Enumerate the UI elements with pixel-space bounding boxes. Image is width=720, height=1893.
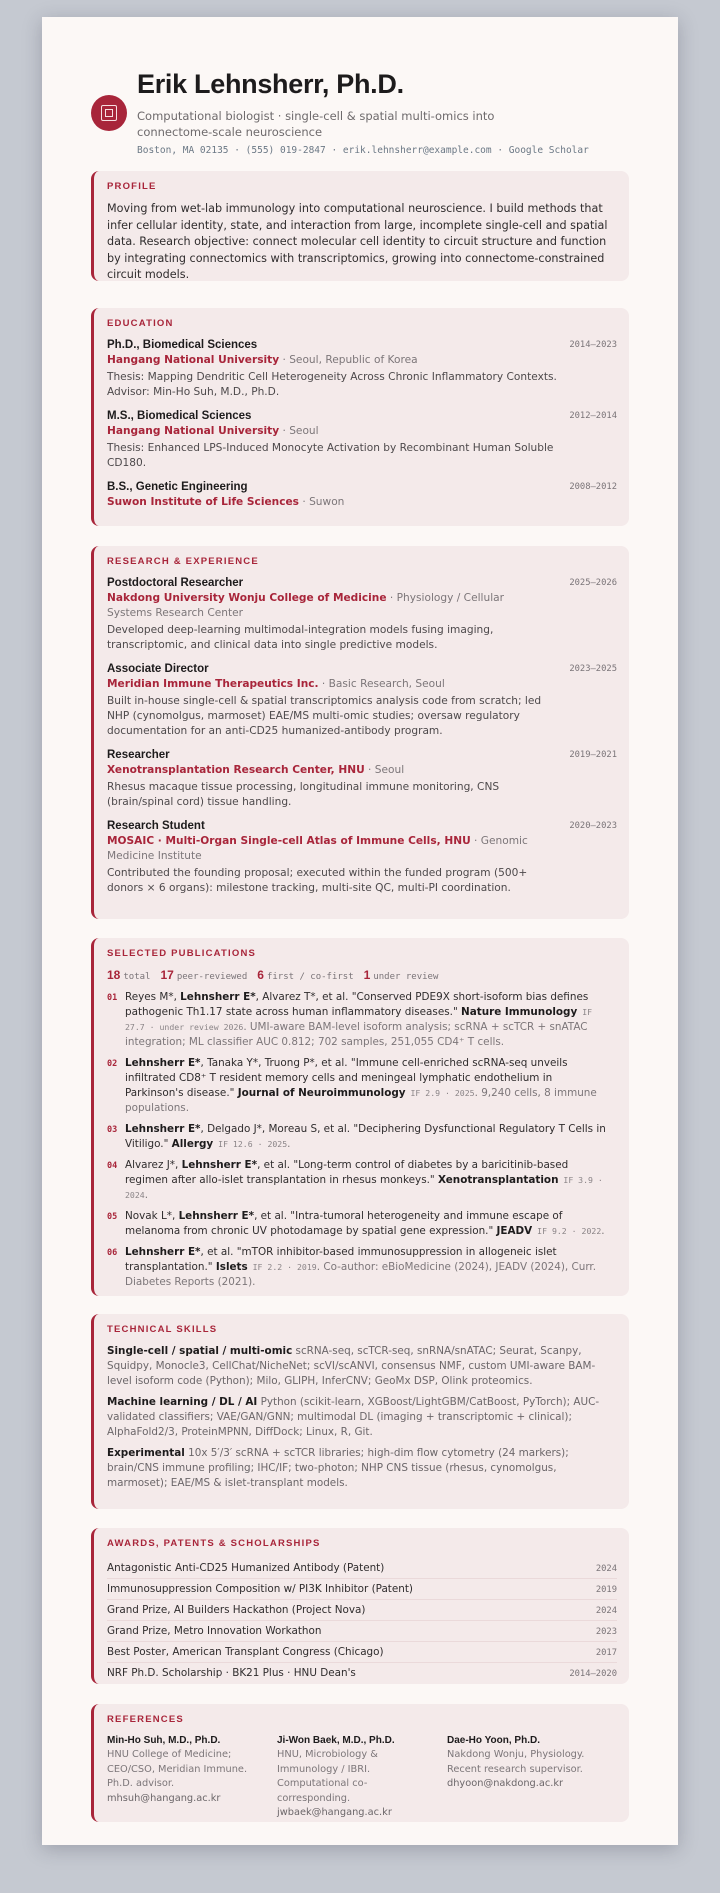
- stat-group: [257, 968, 354, 982]
- impact-and-year: IF 3.9 · 2024: [125, 1175, 603, 1200]
- organization-name: Nakdong University Wonju College of Medicine: [107, 592, 387, 604]
- publication-item: [107, 1056, 617, 1116]
- award-label: Grand Prize, AI Builders Hackathon (Project Nova): [107, 1604, 366, 1616]
- award-row: [107, 1558, 617, 1579]
- education-entry: [107, 480, 617, 510]
- institution-name: Hangang National University: [107, 425, 280, 437]
- reference-email: jwbaek@hangang.ac.kr: [277, 1807, 392, 1818]
- thesis-text: Thesis: Mapping Dendritic Cell Heterogeneity Across Chronic Inflammatory Contexts. Advisor: Min-Ho Suh, M.D., Ph.D.: [107, 371, 557, 398]
- reference-name: Min-Ho Suh, M.D., Ph.D.: [107, 1735, 221, 1746]
- publication-number: 04: [107, 1161, 118, 1171]
- reference-name: Ji-Won Baek, M.D., Ph.D.: [277, 1735, 395, 1746]
- award-label: Immunosuppression Composition w/ PI3K Inhibitor (Patent): [107, 1583, 413, 1595]
- stat-group: [160, 968, 248, 982]
- resume-page: [42, 17, 678, 1845]
- experience-entry: [107, 748, 617, 810]
- date-range: 2014–2023: [569, 340, 617, 350]
- degree-title: Ph.D., Biomedical Sciences: [107, 339, 258, 351]
- publication-number: 05: [107, 1212, 118, 1222]
- award-row: [107, 1600, 617, 1621]
- stat-label: peer-reviewed: [176, 972, 248, 982]
- organization-line: [107, 834, 617, 864]
- reference-card: [277, 1734, 447, 1821]
- publication-note: .: [287, 1138, 291, 1150]
- institution-name: Suwon Institute of Life Sciences: [107, 496, 299, 508]
- awards-section: [91, 1528, 629, 1684]
- journal-name: JEADV: [496, 1225, 533, 1237]
- impact-and-year: IF 9.2 · 2022: [532, 1226, 602, 1236]
- award-row: [107, 1621, 617, 1642]
- stat-count: 18: [107, 968, 121, 982]
- organization-line: [107, 763, 617, 778]
- impact-and-year: IF 2.9 · 2025: [405, 1088, 475, 1098]
- award-year: 2024: [595, 1606, 617, 1616]
- stat-count: 1: [363, 968, 371, 982]
- publication-item: [107, 1209, 617, 1239]
- section-title: AWARDS, PATENTS & SCHOLARSHIPS: [107, 1538, 321, 1549]
- stat-count: 6: [257, 968, 264, 982]
- impact-and-year: IF 12.6 · 2025: [213, 1139, 288, 1149]
- institution-name: Hangang National University: [107, 354, 280, 366]
- organization-line: [107, 677, 617, 692]
- author-self: Lehnsherr E*: [125, 1246, 201, 1258]
- impact-and-year: IF 27.7 · under review 2026: [125, 1007, 593, 1032]
- skill-category: Experimental: [107, 1447, 185, 1459]
- organization-unit: · Seoul: [364, 764, 405, 776]
- citation-body: , et al. "Long-term control of diabetes by a baricitinib-based regimen after allo-islet transplantation in rhesus monkeys.": [125, 1159, 569, 1186]
- section-title: TECHNICAL SKILLS: [107, 1324, 218, 1335]
- section-title: REFERENCES: [107, 1714, 184, 1725]
- organization-line: [107, 591, 617, 621]
- tagline: Computational biologist · single-cell & spatial multi-omics into connectome-scale neuroscience: [137, 109, 495, 139]
- experience-entry: [107, 819, 617, 896]
- reference-card: [447, 1734, 617, 1821]
- stat-group: [107, 968, 151, 982]
- impact-and-year: IF 2.2 · 2019: [247, 1262, 317, 1272]
- publication-stats: [107, 968, 617, 982]
- publication-number: 06: [107, 1248, 118, 1258]
- profile-text: Moving from wet-lab immunology into computational neuroscience. I build methods that infer cellular identity, state, and interaction from large, incomplete single-cell and spatial data. Research objective: connect molecular cell identity to circuit structure and function by integrating connectomics with transcriptomics, growing into connectome-constrained circuit models.: [107, 202, 608, 281]
- author-self: Lehnsherr E*: [125, 1057, 201, 1069]
- skills-section: [91, 1314, 629, 1509]
- person-name: Erik Lehnsherr, Ph.D.: [137, 69, 404, 99]
- organization-name: Xenotransplantation Research Center, HNU: [107, 764, 365, 776]
- skill-category: Single-cell / spatial / multi-omic: [107, 1345, 293, 1357]
- organization-unit: · Physiology / Cellular Systems Research Center: [107, 592, 504, 619]
- date-range: 2025–2026: [569, 578, 617, 588]
- coauthors-before: Reyes M*,: [125, 991, 181, 1003]
- institution-location: · Suwon: [298, 496, 345, 508]
- role-title: Researcher: [107, 749, 170, 761]
- section-title: PROFILE: [107, 181, 157, 192]
- publications-section: [91, 938, 629, 1296]
- date-range: 2019–2021: [569, 750, 617, 760]
- citation-body: , Delgado J*, Moreau S, et al. "Deciphering Dysfunctional Regulatory T Cells in Vitiligo.": [125, 1123, 606, 1150]
- role-description: Developed deep-learning multimodal-integration models fusing imaging, transcriptomic, and clinical data into single predictive models.: [107, 624, 494, 651]
- author-self: Lehnsherr E*: [178, 1210, 255, 1222]
- citation-body: , Tanaka Y*, Truong P*, et al. "Immune cell-enriched scRNA-seq unveils infiltrated CD8⁺ T resident memory cells and meningeal lymphatic endothelium in Parkinson's disease.": [125, 1057, 568, 1099]
- role-title: Associate Director: [107, 663, 209, 675]
- skill-group: [107, 1446, 617, 1491]
- profile-section: [91, 171, 629, 281]
- reference-name: Dae-Ho Yoon, Ph.D.: [447, 1735, 540, 1746]
- skill-group: [107, 1344, 617, 1389]
- organization-name: MOSAIC · Multi-Organ Single-cell Atlas of Immune Cells, HNU: [107, 835, 471, 847]
- coauthors-before: Novak L*,: [125, 1210, 179, 1222]
- monogram-logo-icon: [91, 95, 127, 131]
- institution-location: · Seoul, Republic of Korea: [279, 354, 418, 366]
- journal-name: Xenotransplantation: [438, 1174, 559, 1186]
- references-section: [91, 1704, 629, 1822]
- role-title: Research Student: [107, 820, 205, 832]
- publication-number: 01: [107, 993, 118, 1003]
- education-section: [91, 308, 629, 526]
- skill-list-text: scRNA-seq, scTCR-seq, snRNA/snATAC; Seurat, Scanpy, Squidpy, Monocle3, CellChat/NicheNet; scVI/scANVI, consensus NMF, custom UMI-aware BAM-level isoform code (Python); Milo, GLIPH, InferCNV; GeoMx DSP, Olink proteomics.: [107, 1345, 596, 1387]
- journal-name: Islets: [215, 1261, 248, 1273]
- institution-line: [107, 495, 617, 510]
- role-title: Postdoctoral Researcher: [107, 577, 244, 589]
- author-self: Lehnsherr E*: [125, 1123, 201, 1135]
- education-entry: [107, 338, 617, 400]
- award-row: [107, 1642, 617, 1663]
- role-description: Contributed the founding proposal; executed within the funded program (500+ donors × 6 organs): milestone tracking, multi-site QC, multi-PI coordination.: [107, 867, 528, 894]
- award-row: [107, 1663, 617, 1683]
- stat-label: total: [123, 972, 151, 982]
- role-description: Rhesus macaque tissue processing, longitudinal immune monitoring, CNS (brain/spinal cord) tissue handling.: [107, 781, 500, 808]
- organization-unit: · Genomic Medicine Institute: [107, 835, 528, 862]
- reference-email: dhyoon@nakdong.ac.kr: [447, 1778, 564, 1789]
- publication-item: [107, 1245, 617, 1290]
- section-title: RESEARCH & EXPERIENCE: [107, 556, 259, 567]
- stat-group: [363, 968, 439, 982]
- reference-email: mhsuh@hangang.ac.kr: [107, 1792, 221, 1804]
- role-description: Built in-house single-cell & spatial transcriptomics analysis code from scratch; led NHP (cynomolgus, marmoset) EAE/MS multi-omic studies; oversaw regulatory documentation for an anti-CD25 humanized-antibody program.: [107, 695, 542, 737]
- institution-location: · Seoul: [279, 425, 319, 437]
- award-label: Best Poster, American Transplant Congress (Chicago): [107, 1646, 384, 1658]
- publication-note: .: [144, 1189, 149, 1201]
- award-year: 2019: [595, 1585, 617, 1595]
- citation-body: , Alvarez T*, et al. "Conserved PDE9X short-isoform bias defines pathogenic Th1.17 state across human inflammatory diseases.": [125, 991, 589, 1018]
- experience-entry: [107, 662, 617, 739]
- reference-affiliation: HNU, Microbiology & Immunology / IBRI. Computational co-corresponding.: [277, 1749, 378, 1804]
- publication-item: [107, 1122, 617, 1152]
- reference-card: [107, 1734, 277, 1821]
- stat-count: 17: [160, 968, 174, 982]
- skill-group: [107, 1395, 617, 1440]
- publication-note: . 9,240 cells, 8 immune populations.: [125, 1087, 597, 1114]
- award-label: Grand Prize, Metro Innovation Workathon: [107, 1625, 322, 1637]
- coauthors-before: Alvarez J*,: [125, 1159, 182, 1171]
- stat-label: under review: [373, 972, 439, 982]
- author-self: Lehnsherr E*: [180, 991, 256, 1003]
- publication-note: . UMI-aware BAM-level isoform analysis; scRNA + scTCR + snATAC integration; ML classifier AUC 0.812; 702 samples, 251,055 CD4⁺ T cells.: [125, 1021, 588, 1048]
- date-range: 2008–2012: [569, 482, 617, 492]
- institution-line: [107, 424, 617, 439]
- experience-entry: [107, 576, 617, 653]
- degree-title: M.S., Biomedical Sciences: [107, 410, 252, 422]
- publication-item: [107, 1158, 617, 1203]
- award-year: 2014–2020: [569, 1669, 617, 1679]
- publication-number: 02: [107, 1059, 118, 1069]
- thesis-text: Thesis: Enhanced LPS-Induced Monocyte Activation by Recombinant Human Soluble CD180.: [107, 442, 554, 469]
- organization-name: Meridian Immune Therapeutics Inc.: [107, 678, 319, 690]
- award-label: NRF Ph.D. Scholarship · BK21 Plus · HNU Dean's: [107, 1667, 356, 1679]
- publication-note: .: [601, 1225, 605, 1237]
- date-range: 2020–2023: [569, 821, 617, 831]
- skill-category: Machine learning / DL / AI: [107, 1396, 258, 1408]
- organization-unit: · Basic Research, Seoul: [318, 678, 445, 690]
- author-self: Lehnsherr E*: [181, 1159, 258, 1171]
- award-row: [107, 1579, 617, 1600]
- section-title: EDUCATION: [107, 318, 174, 329]
- publication-number: 03: [107, 1125, 118, 1135]
- reference-affiliation: HNU College of Medicine; CEO/CSO, Meridian Immune. Ph.D. advisor.: [107, 1749, 248, 1789]
- award-year: 2023: [595, 1627, 617, 1637]
- publication-item: [107, 990, 617, 1050]
- reference-affiliation: Nakdong Wonju, Physiology. Recent research supervisor.: [447, 1749, 585, 1775]
- institution-line: [107, 353, 617, 368]
- journal-name: Journal of Neuroimmunology: [237, 1087, 406, 1099]
- citation-body: , et al. "Intra-tumoral heterogeneity and immune escape of melanoma from chronic UV photodamage by spatial gene expression.": [125, 1210, 563, 1237]
- citation-body: , et al. "mTOR inhibitor-based immunosuppression in allogeneic islet transplantation.": [125, 1246, 557, 1273]
- date-range: 2012–2014: [569, 411, 617, 421]
- award-year: 2017: [595, 1648, 617, 1658]
- date-range: 2023–2025: [569, 664, 617, 674]
- stat-label: first / co-first: [266, 972, 354, 982]
- award-year: 2024: [595, 1564, 617, 1574]
- contact-line: Boston, MA 02135 · (555) 019-2847 · erik.lehnsherr@example.com · Google Scholar: [137, 145, 589, 156]
- publication-note: . Co-author: eBioMedicine (2024), JEADV (2024), Curr. Diabetes Reports (2021).: [125, 1261, 597, 1288]
- award-label: Antagonistic Anti-CD25 Humanized Antibody (Patent): [107, 1562, 385, 1574]
- journal-name: Nature Immunology: [461, 1006, 578, 1018]
- education-entry: [107, 409, 617, 471]
- skill-list-text: 10x 5′/3′ scRNA + scTCR libraries; high-dim flow cytometry (24 markers); brain/CNS immune profiling; IHC/IF; two-photon; NHP CNS tissue (rhesus, cynomolgus, marmoset); EAE/MS & islet-transplant models.: [107, 1447, 569, 1489]
- degree-title: B.S., Genetic Engineering: [107, 481, 248, 493]
- skill-list-text: Python (scikit-learn, XGBoost/LightGBM/CatBoost, PyTorch); AUC-validated classifiers; VAE/GAN/GNN; multimodal DL (imaging + transcriptomic + clinical); AlphaFold2/3, ProteinMPNN, DiffDock; Linux, R, Git.: [107, 1396, 600, 1438]
- section-title: SELECTED PUBLICATIONS: [107, 948, 257, 959]
- experience-section: [91, 546, 629, 919]
- journal-name: Allergy: [171, 1138, 214, 1150]
